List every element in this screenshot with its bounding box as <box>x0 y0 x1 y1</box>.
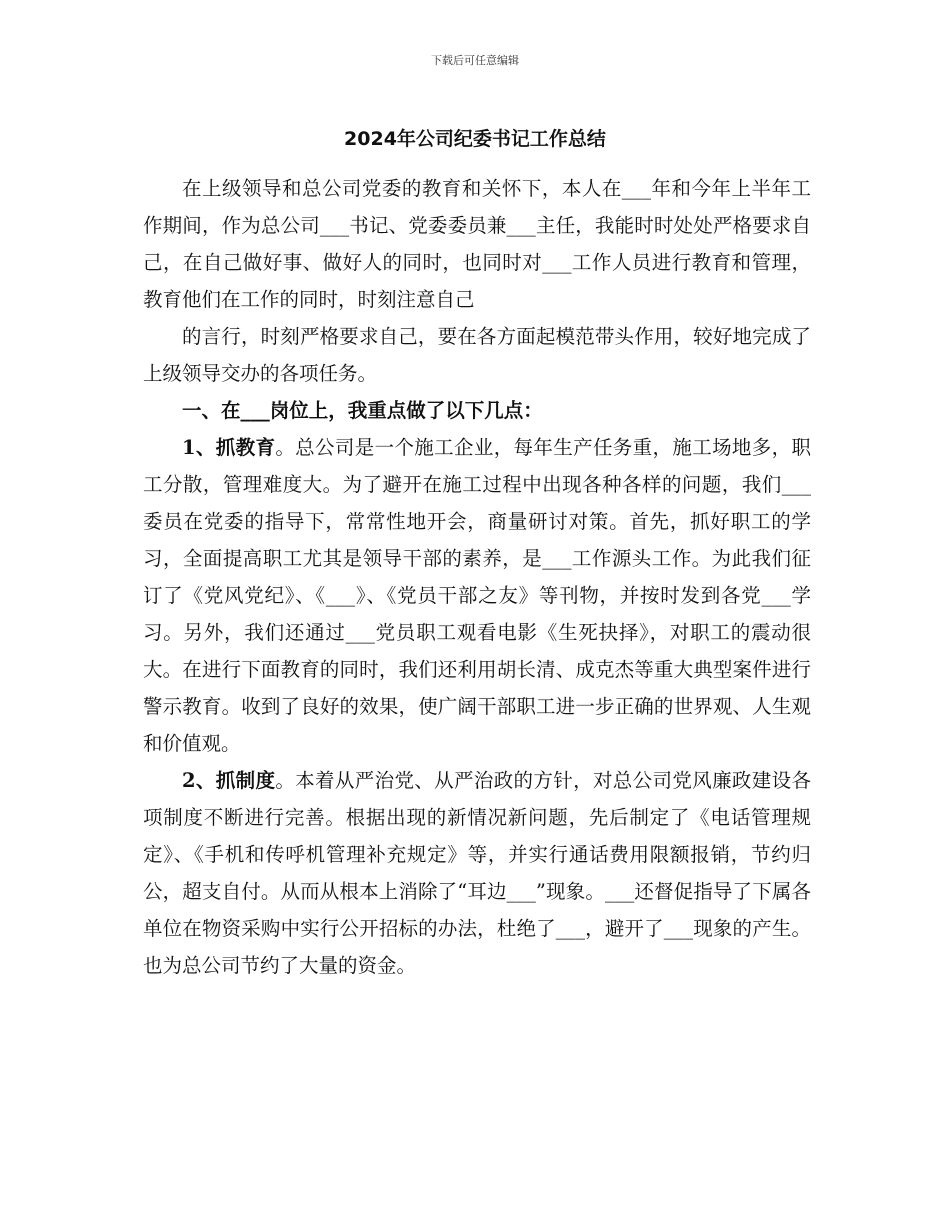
paragraph-intro: 在上级领导和总公司党委的教育和关怀下，本人在___年和今年上半年工作期间，作为总公司___书记、党委委员兼___主任，我能时时处处严格要求自己，在自己做好事、做好人的同时，也同时对___工作人员进行教育和管理，教育他们在工作的同时，时刻注意自己 <box>143 177 811 311</box>
document-title: 2024年公司纪委书记工作总结 <box>344 128 606 150</box>
section-system-lead: 2、抓制度 <box>182 769 276 792</box>
header-note: 下载后可任意编辑 <box>431 54 519 67</box>
document-body <box>143 170 811 984</box>
section-education <box>143 429 811 762</box>
paragraph-intro-continued: 的言行，时刻严格要求自己，要在各方面起模范带头作用，较好地完成了上级领导交办的各项任务。 <box>143 325 811 385</box>
section-heading: 一、在___岗位上，我重点做了以下几点： <box>182 399 543 422</box>
section-education-text: 。总公司是一个施工企业，每年生产任务重，施工场地多，职工分散，管理难度大。为了避开在施工过程中出现各种各样的问题，我们___委员在党委的指导下，常常性地开会，商量研讨对策。首先，抓好职工的学习，全面提高职工尤其是领导干部的素养，是___工作源头工作。为此我们征订了《党风党纪》、《___》、《党员干部之友》等刊物，并按时发到各党___学习。另外，我们还通过___党员职工观看电影《生死抉择》，对职工的震动很大。在进行下面教育的同时，我们还利用胡长清、成克杰等重大典型案件进行警示教育。收到了良好的效果，使广阔干部职工进一步正确的世界观、人生观和价值观。 <box>143 436 811 755</box>
section-education-lead: 1、抓教育 <box>182 436 276 459</box>
section-system-text: 。本着从严治党、从严治政的方针，对总公司党风廉政建设各项制度不断进行完善。根据出现的新情况新问题，先后制定了《电话管理规定》、《手机和传呼机管理补充规定》等，并实行通话费用限额报销，节约归公，超支自付。从而从根本上消除了“耳边___”现象。___还督促指导了下属各单位在物资采购中实行公开招标的办法，杜绝了___，避开了___现象的产生。也为总公司节约了大量的资金。 <box>143 769 811 977</box>
section-system <box>143 762 811 984</box>
